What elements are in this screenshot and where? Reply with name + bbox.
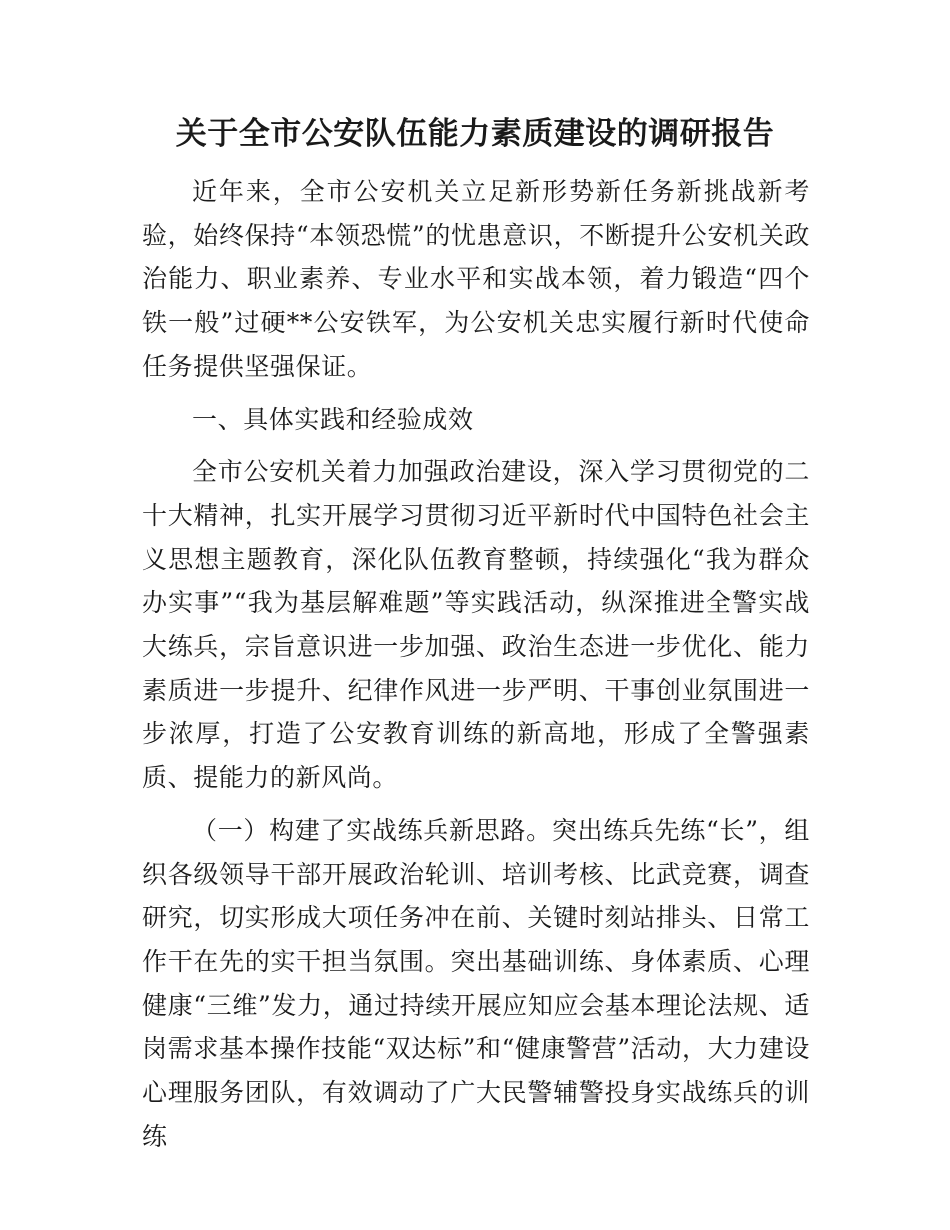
document-body [142,170,810,1158]
subsection-1-paragraph: （一）构建了实战练兵新思路。突出练兵先练“长”，组织各级领导干部开展政治轮训、培训考核、比武竞赛，调查研究，切实形成大项任务冲在前、关键时刻站排头、日常工作干在先的实干担当氛围。突出基础训练、身体素质、心理健康“三维”发力，通过持续开展应知应会基本理论法规、适岗需求基本操作技能“双达标”和“健康警营”活动，大力建设心理服务团队，有效调动了广大民警辅警投身实战练兵的训练 [142,815,810,1151]
section-1-paragraph: 全市公安机关着力加强政治建设，深入学习贯彻党的二十大精神，扎实开展学习贯彻习近平新时代中国特色社会主义思想主题教育，深化队伍教育整顿，持续强化“我为群众办实事”“我为基层解难题”等实践活动，纵深推进全警实战大练兵，宗旨意识进一步加强、政治生态进一步优化、能力素质进一步提升、纪律作风进一步严明、干事创业氛围进一步浓厚，打造了公安教育训练的新高地，形成了全警强素质、提能力的新风尚。 [142,457,810,793]
intro-paragraph: 近年来，全市公安机关立足新形势新任务新挑战新考验，始终保持“本领恐慌”的忧患意识，不断提升公安机关政治能力、职业素养、专业水平和实战本领，着力锻造“四个铁一般”过硬**公安铁军，为公安机关忠实履行新时代使命任务提供坚强保证。 [142,177,810,381]
section-heading-1: 一、具体实践和经验成效 [192,404,474,434]
document-title: 关于全市公安队伍能力素质建设的调研报告 [175,116,775,152]
